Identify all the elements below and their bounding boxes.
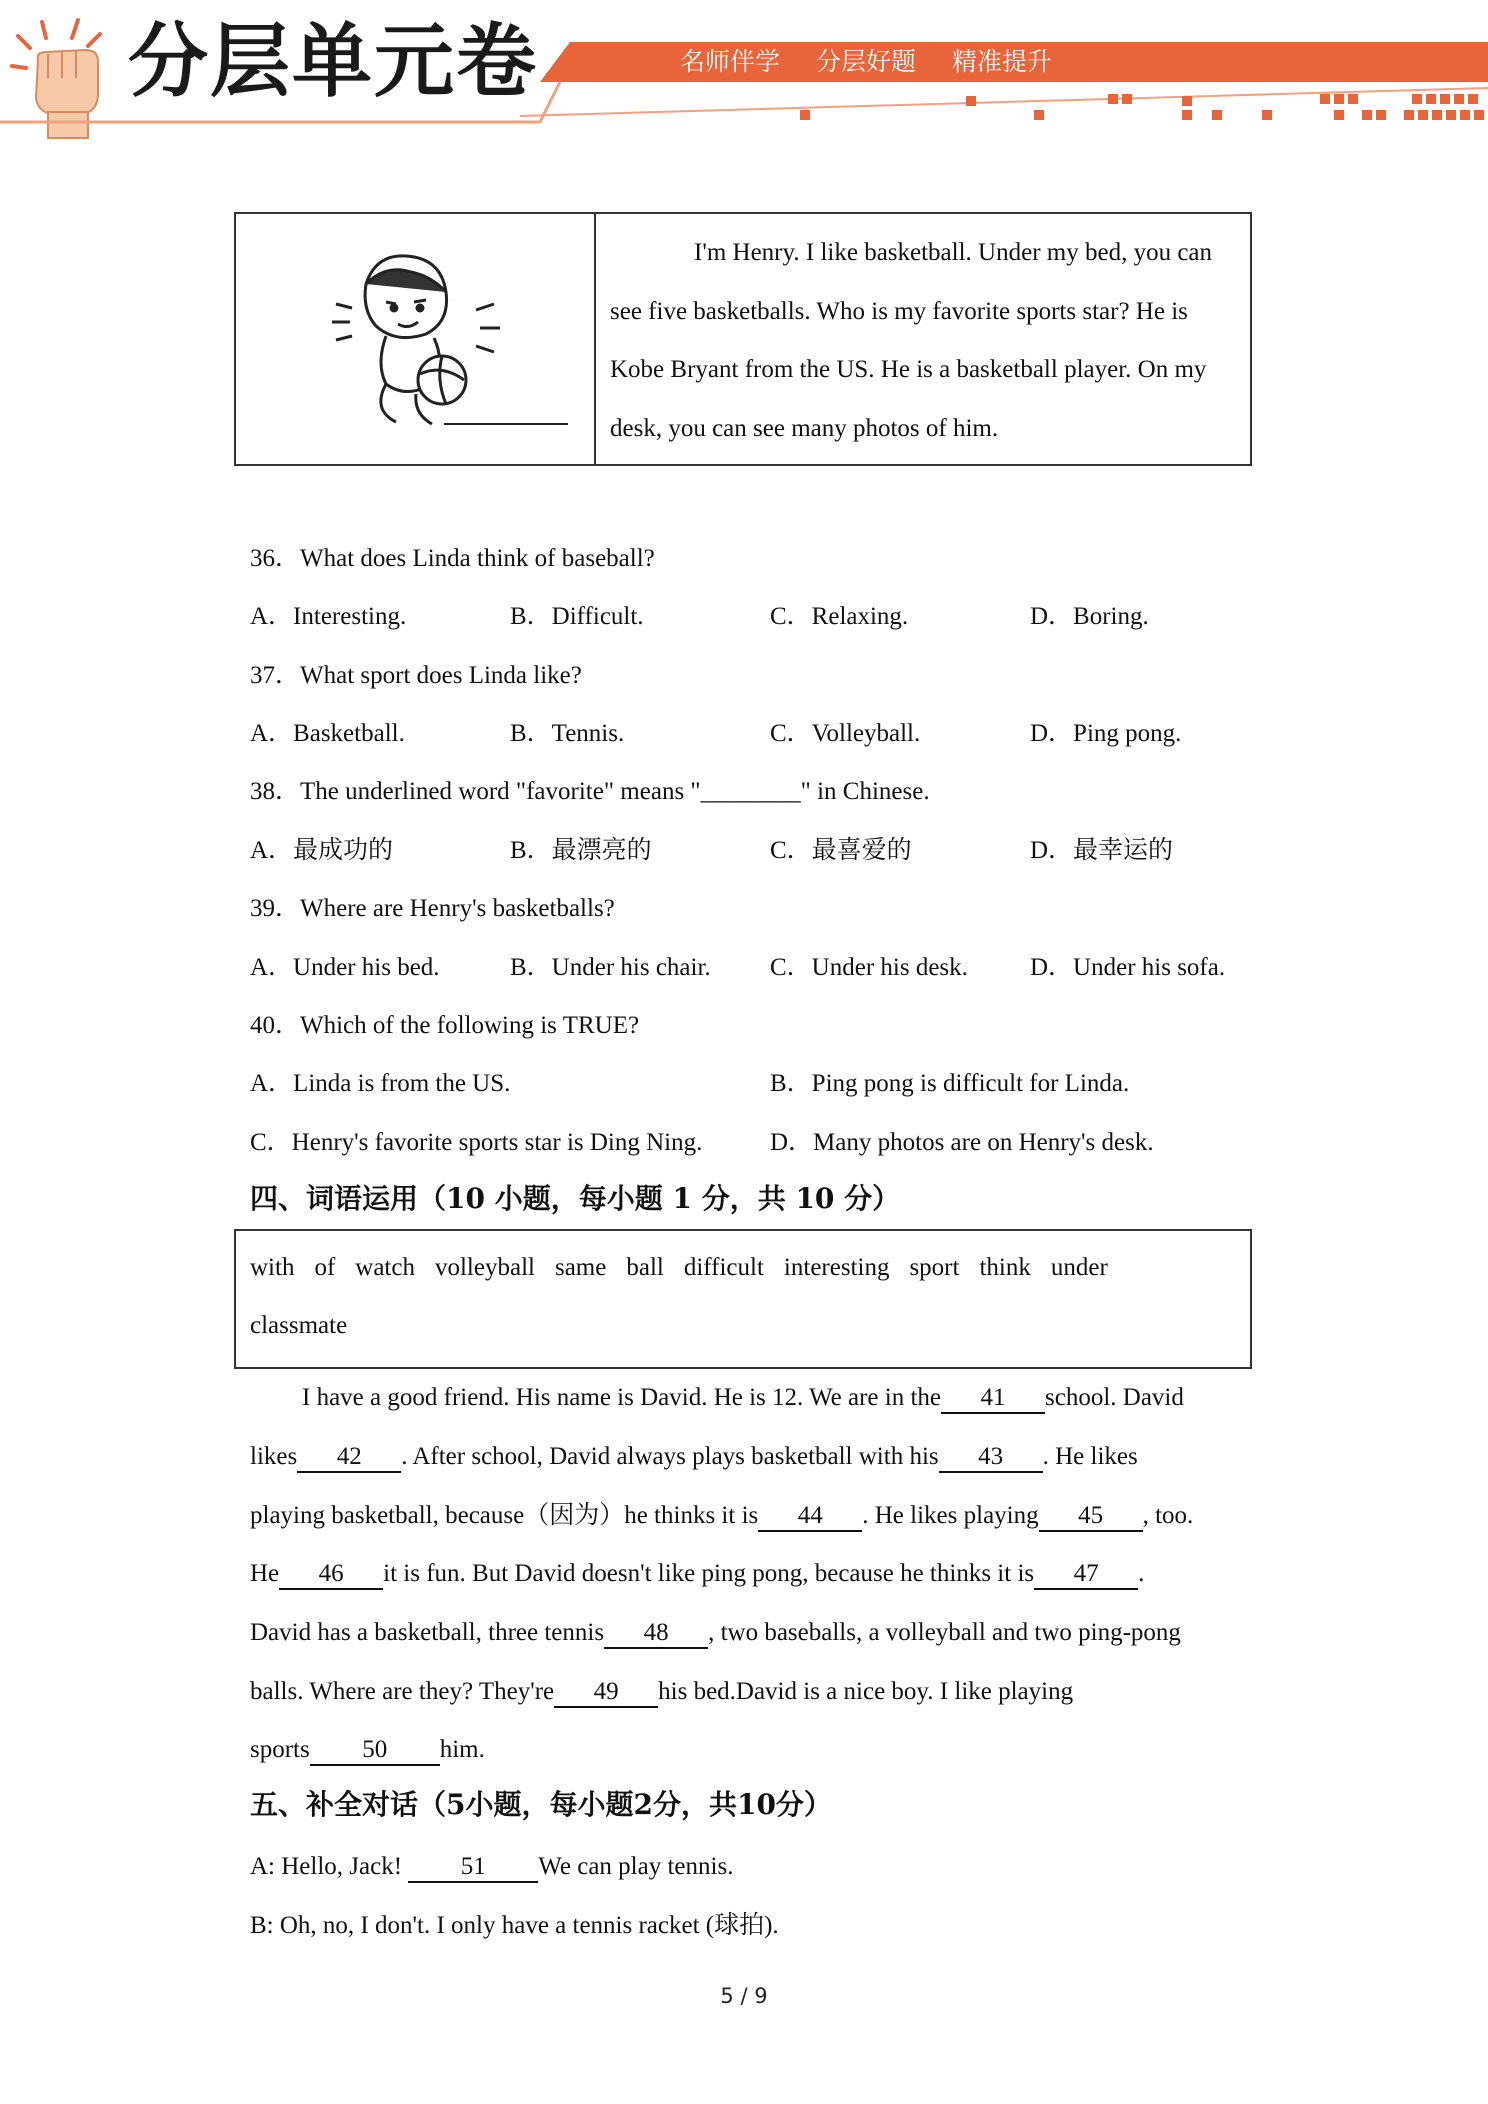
passage-line-4: He 46 it is fun. But David doesn't like ping pong, because he thinks it is 47 . [250,1557,1144,1591]
blank-41[interactable]: 41 [941,1384,1045,1414]
blank-42[interactable]: 42 [297,1443,401,1473]
question-39: 39．Where are Henry's basketballs? [250,895,615,922]
slogan-3: 精准提升 [951,47,1052,76]
question-37: 37．What sport does Linda like? [250,662,582,689]
section-5-title: 五、补全对话（5小题，每小题2分，共10分） [250,1788,832,1821]
option-38-d[interactable]: D．最幸运的 [1030,837,1174,864]
word-bank-item: sport [909,1254,960,1281]
passage-line-5: David has a basketball, three tennis 48 , two baseballs, a volleyball and two ping-pong [250,1616,1181,1650]
word-bank-item: same [554,1254,607,1281]
blank-47[interactable]: 47 [1034,1560,1138,1590]
question-36: 36．What does Linda think of baseball? [250,545,655,572]
blank-51[interactable]: 51 [408,1853,538,1883]
section-4-title: 四、词语运用（10 小题，每小题 1 分，共 10 分） [250,1182,901,1215]
option-40-a[interactable]: A．Linda is from the US. [250,1070,511,1097]
word-bank-item: think [979,1254,1031,1281]
brand-title: 分层单元卷 [128,15,538,108]
word-bank [234,1229,1252,1369]
question-40: 40．Which of the following is TRUE? [250,1012,640,1039]
word-bank-item: with [250,1254,295,1281]
boy-with-basketball-icon [236,214,594,464]
option-37-a[interactable]: A．Basketball. [250,720,405,747]
slogan-2: 分层好题 [815,47,916,76]
word-bank-item: ball [626,1254,664,1281]
blank-45[interactable]: 45 [1039,1502,1143,1532]
option-36-c[interactable]: C．Relaxing. [770,603,909,630]
option-37-c[interactable]: C．Volleyball. [770,720,921,747]
blank-46[interactable]: 46 [279,1560,383,1590]
passage-line-1: I have a good friend. His name is David. He is 12. We are in the 41 school. David [302,1381,1184,1415]
page-number: 5 / 9 [720,1984,768,2008]
word-bank-item: of [314,1254,336,1281]
blank-50[interactable]: 50 [310,1736,440,1766]
option-38-b[interactable]: B．最漂亮的 [510,837,652,864]
header-slogan [680,44,1080,80]
blank-49[interactable]: 49 [554,1678,658,1708]
option-39-c[interactable]: C．Under his desk. [770,954,968,981]
option-37-b[interactable]: B．Tennis. [510,720,625,747]
story-table [234,212,1252,466]
passage-line-7: sports 50 him. [250,1733,485,1767]
passage-line-3: playing basketball, because（因为）he thinks it is 44 . He likes playing 45 , too. [250,1499,1193,1533]
header-decoration [0,82,1488,132]
dialogue-line-b: B: Oh, no, I don't. I only have a tennis racket (球拍). [250,1912,779,1939]
passage-line-2: likes 42 . After school, David always plays basketball with his 43 . He likes [250,1440,1138,1474]
option-37-d[interactable]: D．Ping pong. [1030,720,1182,747]
blank-43[interactable]: 43 [939,1443,1043,1473]
option-36-b[interactable]: B．Difficult. [510,603,644,630]
word-bank-item: classmate [250,1312,348,1339]
word-bank-item: volleyball [434,1254,535,1281]
option-38-c[interactable]: C．最喜爱的 [770,837,912,864]
word-bank-item: watch [355,1254,415,1281]
option-36-d[interactable]: D．Boring. [1030,603,1149,630]
slogan-1: 名师伴学 [680,47,781,76]
dialogue-line-a: A: Hello, Jack! 51 We can play tennis. [250,1850,733,1884]
boy-basketball-illustration [236,214,596,464]
option-39-d[interactable]: D．Under his sofa. [1030,954,1226,981]
blank-48[interactable]: 48 [604,1619,708,1649]
option-40-c[interactable]: C．Henry's favorite sports star is Ding Ning. [250,1129,703,1156]
passage-line-6: balls. Where are they? They're 49 his bed.David is a nice boy. I like playing [250,1675,1073,1709]
story-text: I'm Henry. I like basketball. Under my bed, you can see five basketballs. Who is my favorite sports star? He is Kobe Bryant from the US. He is a basketball player. On my desk, you can see many photos of him. [610,239,1213,442]
blank-44[interactable]: 44 [758,1502,862,1532]
page-header [0,0,1488,140]
story-passage [596,214,1250,464]
option-40-b[interactable]: B．Ping pong is difficult for Linda. [770,1070,1130,1097]
word-bank-item: under [1050,1254,1108,1281]
question-38: 38．The underlined word "favorite" means "________" in Chinese. [250,778,930,805]
option-36-a[interactable]: A．Interesting. [250,603,407,630]
option-40-d[interactable]: D．Many photos are on Henry's desk. [770,1129,1154,1156]
option-39-b[interactable]: B．Under his chair. [510,954,711,981]
word-bank-item: difficult [683,1254,764,1281]
option-38-a[interactable]: A．最成功的 [250,837,394,864]
option-39-a[interactable]: A．Under his bed. [250,954,440,981]
word-bank-item: interesting [783,1254,890,1281]
